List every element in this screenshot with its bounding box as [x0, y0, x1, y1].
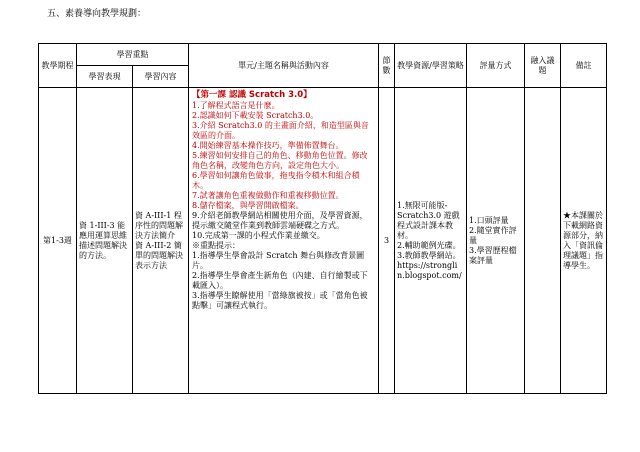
resource-item: 1.無限可能版-Scratch3.0 遊戲程式設計課本教材。	[397, 200, 460, 240]
key-point-item: 1.指導學生學會設計 Scratch 舞台與修改背景圖片。	[192, 250, 365, 270]
key-point-item: 2.指導學生學會產生新角色（內建、自行繪製或下載匯入）。	[192, 270, 368, 290]
content-item: 資 A-III-2 簡單的問題解決表示方法	[135, 240, 183, 270]
activity-item: 9.介紹老師教學網站相關使用介面，及學習資源，提示繳交隨堂作業到教師雲端硬碟之方式。	[192, 210, 368, 230]
resources-cell	[395, 88, 467, 394]
page-title: 五、素養導向教學規劃：	[47, 9, 147, 19]
week-cell: 第1-3週	[39, 88, 77, 394]
activity-item: 2.認識如何下載安裝 Scratch3.0。	[192, 110, 319, 120]
activity-item: 7.試著讓角色重複做動作和重複移動位置。	[192, 190, 344, 200]
lesson-title: 【第一課 認識 Scratch 3.0】	[192, 90, 312, 100]
activity-item: 3.介紹 Scratch3.0 的主畫面介紹，和造型區與音效區的介面。	[192, 120, 369, 140]
resource-link[interactable]: https://stronglin.blogspot.com/	[397, 260, 462, 280]
resource-item: 2.輔助範例光碟。	[397, 240, 461, 250]
activities-cell	[189, 88, 379, 394]
header-content: 學習內容	[133, 66, 189, 88]
assessment-item: 2.隨堂實作評量	[469, 225, 517, 245]
assessment-cell	[467, 88, 525, 394]
periods-cell: 3	[379, 88, 395, 394]
activity-item: 8.儲存檔案，與學習開啟檔案。	[192, 200, 304, 210]
key-points-heading: ※重點提示：	[192, 240, 240, 250]
activity-item: 5.練習如何安排自己的角色、移動角色位置。修改角色名稱，改變角色方向，設定角色大小。	[192, 150, 368, 170]
header-issues: 融入議題	[525, 44, 561, 88]
header-period: 教學期程	[39, 44, 77, 88]
teaching-plan-table	[38, 43, 607, 394]
header-key-learning: 學習重點	[77, 44, 189, 66]
activity-item: 1.了解程式語言是什麼。	[192, 100, 280, 110]
header-notes: 備註	[561, 44, 607, 88]
activity-item: 4.開始練習基本操作技巧，準備佈置舞台。	[192, 140, 344, 150]
issues-cell	[525, 88, 561, 394]
resource-item: 3.教師教學網站。	[397, 250, 461, 260]
header-resources: 教學資源/學習策略	[395, 44, 467, 88]
key-point-item: 3.指導學生瞭解使用「當綠旗被按」或「當角色被點擊」可讓程式執行。	[192, 290, 368, 310]
header-periods: 節數	[379, 44, 395, 88]
header-assessment: 評量方式	[467, 44, 525, 88]
activity-item: 6.學習如何讓角色做事，拖曳指令積木和組合積木。	[192, 170, 360, 190]
assessment-item: 1.口頭評量	[469, 215, 509, 225]
assessment-item: 3.學習歷程檔案評量	[469, 245, 517, 265]
header-performance: 學習表現	[77, 66, 133, 88]
header-unit: 單元/主題名稱與活動內容	[189, 44, 379, 88]
performance-cell: 資 1-III-3 能應用運算思維描述問題解決的方法。	[77, 88, 133, 394]
notes-cell: ★本課關於下載網路資源部分，納入「資訊倫理議題」指導學生。	[561, 88, 607, 394]
content-item: 資 A-III-1 程序性的問題解決方法簡介	[135, 210, 183, 240]
content-cell	[133, 88, 189, 394]
activity-item: 10.完成第一課的小程式作業並繳交。	[192, 230, 325, 240]
